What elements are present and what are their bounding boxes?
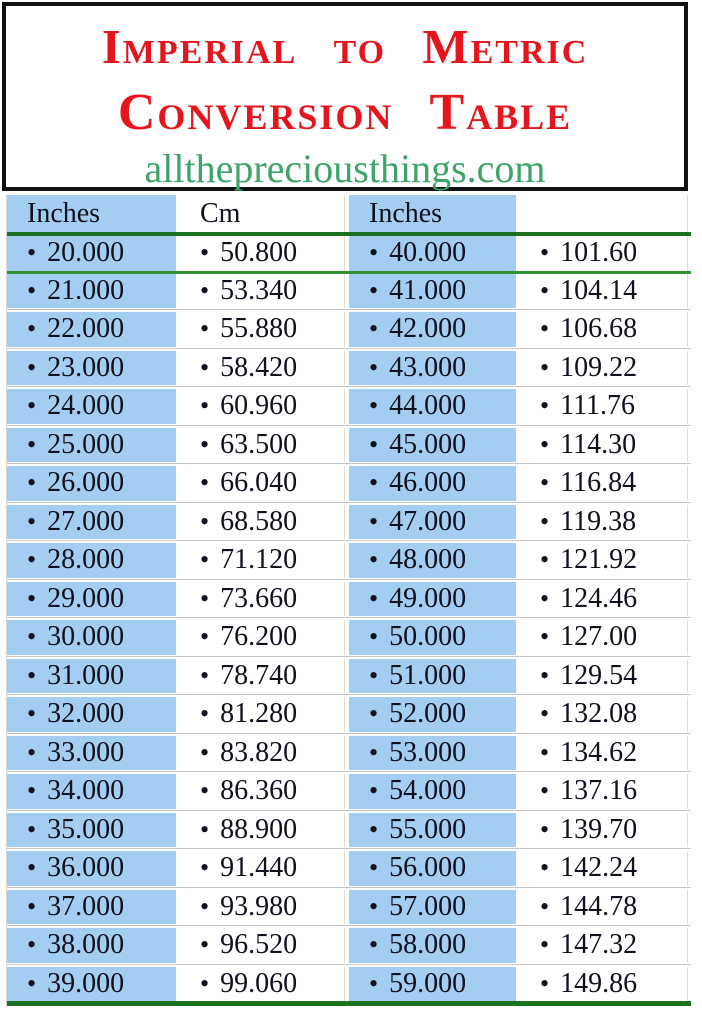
bullet-icon: • [27, 275, 37, 305]
table-cell [180, 582, 345, 617]
cell-value: 40.000 [389, 237, 467, 269]
bullet-icon: • [369, 468, 379, 498]
table-cell [7, 813, 176, 848]
table-row [7, 543, 691, 578]
column-header [7, 195, 176, 232]
bullet-icon: • [200, 468, 210, 498]
cell-value: 42.000 [389, 313, 467, 345]
table-cell [180, 928, 345, 963]
table-cell [520, 543, 688, 578]
bullet-icon: • [27, 391, 37, 421]
bullet-icon: • [200, 814, 210, 844]
table-cell [180, 967, 345, 1002]
table-cell [7, 736, 176, 771]
cell-value: 55.880 [220, 313, 298, 345]
table-cell [7, 274, 176, 309]
bullet-icon: • [540, 891, 550, 921]
cell-value: 101.60 [560, 237, 638, 269]
table-row [7, 389, 691, 424]
bullet-icon: • [369, 699, 379, 729]
bullet-icon: • [27, 622, 37, 652]
table-cell [520, 967, 688, 1002]
bullet-icon: • [200, 930, 210, 960]
bullet-icon: • [369, 660, 379, 690]
bullet-icon: • [540, 737, 550, 767]
cell-value: 56.000 [389, 852, 467, 884]
cell-value: 32.000 [47, 698, 125, 730]
cell-value: 27.000 [47, 505, 125, 537]
cell-value: 35.000 [47, 813, 125, 845]
cell-value: 60.960 [220, 390, 298, 422]
table-cell [180, 890, 345, 925]
bullet-icon: • [369, 314, 379, 344]
bullet-icon: • [540, 429, 550, 459]
table-row [7, 351, 691, 386]
bullet-icon: • [369, 968, 379, 998]
bullet-icon: • [540, 699, 550, 729]
cell-value: 21.000 [47, 274, 125, 306]
cell-value: 71.120 [220, 544, 298, 576]
table-cell [349, 890, 516, 925]
bullet-icon: • [369, 891, 379, 921]
table-bottom-line [7, 1001, 691, 1006]
cell-value: 58.000 [389, 929, 467, 961]
cell-value: 34.000 [47, 775, 125, 807]
cell-value: 139.70 [560, 813, 638, 845]
table-cell [349, 736, 516, 771]
bullet-icon: • [540, 660, 550, 690]
cell-value: 68.580 [220, 505, 298, 537]
table-cell [520, 928, 688, 963]
bullet-icon: • [27, 968, 37, 998]
table-cell [7, 582, 176, 617]
cell-value: 127.00 [560, 621, 638, 653]
table-cell [349, 582, 516, 617]
cell-value: 28.000 [47, 544, 125, 576]
table-cell [349, 543, 516, 578]
cell-value: 119.38 [560, 505, 637, 537]
bullet-icon: • [369, 737, 379, 767]
table-cell [7, 928, 176, 963]
bullet-icon: • [200, 583, 210, 613]
bullet-icon: • [200, 968, 210, 998]
cell-value: 93.980 [220, 890, 298, 922]
bullet-icon: • [200, 506, 210, 536]
table-header-row [7, 195, 691, 232]
cell-value: 134.62 [560, 736, 638, 768]
table-cell [180, 351, 345, 386]
cell-value: 91.440 [220, 852, 298, 884]
cell-value: 99.060 [220, 967, 298, 999]
table-cell [7, 967, 176, 1002]
bullet-icon: • [369, 429, 379, 459]
table-cell [520, 774, 688, 809]
bullet-icon: • [200, 853, 210, 883]
bullet-icon: • [27, 314, 37, 344]
bullet-icon: • [369, 814, 379, 844]
column-header [180, 195, 345, 232]
table-cell [7, 312, 176, 347]
cell-value: 109.22 [560, 351, 638, 383]
table-cell [349, 967, 516, 1002]
table-cell [180, 697, 345, 732]
bullet-icon: • [540, 314, 550, 344]
table-row [7, 466, 691, 501]
cell-value: 144.78 [560, 890, 638, 922]
cell-value: 26.000 [47, 467, 125, 499]
cell-value: 30.000 [47, 621, 125, 653]
bullet-icon: • [369, 622, 379, 652]
bullet-icon: • [27, 429, 37, 459]
bullet-icon: • [200, 429, 210, 459]
table-cell [7, 389, 176, 424]
bullet-icon: • [369, 545, 379, 575]
table-row [7, 851, 691, 886]
table-row [7, 428, 691, 463]
bullet-icon: • [200, 622, 210, 652]
table-cell [520, 620, 688, 655]
column-header [349, 195, 516, 232]
bullet-icon: • [27, 583, 37, 613]
cell-value: 53.340 [220, 274, 298, 306]
cell-value: 38.000 [47, 929, 125, 961]
cell-value: 43.000 [389, 351, 467, 383]
table-cell [349, 774, 516, 809]
bullet-icon: • [540, 776, 550, 806]
table-cell [349, 813, 516, 848]
cell-value: 76.200 [220, 621, 298, 653]
table-row [7, 967, 691, 1002]
cell-value: 23.000 [47, 351, 125, 383]
table-cell [7, 659, 176, 694]
bullet-icon: • [27, 891, 37, 921]
bullet-icon: • [200, 352, 210, 382]
table-row [7, 312, 691, 347]
table-row [7, 274, 691, 309]
cell-value: 55.000 [389, 813, 467, 845]
table-cell [520, 274, 688, 309]
bullet-icon: • [540, 814, 550, 844]
bullet-icon: • [200, 545, 210, 575]
table-cell [520, 428, 688, 463]
table-cell [349, 928, 516, 963]
bullet-icon: • [369, 391, 379, 421]
cell-value: 106.68 [560, 313, 638, 345]
cell-value: 50.000 [389, 621, 467, 653]
bullet-icon: • [27, 352, 37, 382]
bullet-icon: • [27, 506, 37, 536]
bullet-icon: • [369, 238, 379, 268]
table-cell [520, 890, 688, 925]
table-cell [349, 851, 516, 886]
table-cell [7, 466, 176, 501]
table-cell [520, 351, 688, 386]
table-cell [180, 236, 345, 271]
bullet-icon: • [540, 930, 550, 960]
bullet-icon: • [200, 660, 210, 690]
bullet-icon: • [540, 968, 550, 998]
table-cell [180, 428, 345, 463]
bullet-icon: • [200, 737, 210, 767]
cell-value: 50.800 [220, 237, 298, 269]
table-row [7, 813, 691, 848]
table-cell [180, 389, 345, 424]
table-cell [349, 466, 516, 501]
bullet-icon: • [200, 891, 210, 921]
column-header-label: Cm [200, 197, 241, 229]
bullet-icon: • [27, 853, 37, 883]
bullet-icon: • [27, 545, 37, 575]
bullet-icon: • [540, 506, 550, 536]
table-cell [520, 851, 688, 886]
cell-value: 88.900 [220, 813, 298, 845]
table-row [7, 659, 691, 694]
table-cell [180, 466, 345, 501]
bullet-icon: • [540, 352, 550, 382]
table-row [7, 582, 691, 617]
cell-value: 41.000 [389, 274, 467, 306]
table-row [7, 928, 691, 963]
cell-value: 63.500 [220, 428, 298, 460]
table-cell [349, 312, 516, 347]
cell-value: 78.740 [220, 659, 298, 691]
cell-value: 73.660 [220, 582, 298, 614]
table-cell [180, 312, 345, 347]
bullet-icon: • [27, 737, 37, 767]
bullet-icon: • [540, 275, 550, 305]
table-cell [7, 236, 176, 271]
table-cell [349, 274, 516, 309]
table-row [7, 697, 691, 732]
table-row [7, 890, 691, 925]
bullet-icon: • [200, 275, 210, 305]
bullet-icon: • [369, 583, 379, 613]
bullet-icon: • [540, 583, 550, 613]
table-cell [7, 620, 176, 655]
cell-value: 116.84 [560, 467, 637, 499]
table-cell [180, 274, 345, 309]
table-cell [180, 851, 345, 886]
table-cell [520, 659, 688, 694]
cell-value: 53.000 [389, 736, 467, 768]
bullet-icon: • [27, 814, 37, 844]
cell-value: 47.000 [389, 505, 467, 537]
cell-value: 124.46 [560, 582, 638, 614]
cell-value: 137.16 [560, 775, 638, 807]
cell-value: 20.000 [47, 237, 125, 269]
cell-value: 52.000 [389, 698, 467, 730]
table-cell [349, 659, 516, 694]
bullet-icon: • [27, 699, 37, 729]
bullet-icon: • [27, 468, 37, 498]
cell-value: 114.30 [560, 428, 637, 460]
cell-value: 129.54 [560, 659, 638, 691]
table-cell [520, 736, 688, 771]
cell-value: 29.000 [47, 582, 125, 614]
page-title-line1: Imperial to Metric [101, 19, 589, 74]
bullet-icon: • [200, 391, 210, 421]
table-cell [180, 813, 345, 848]
table-cell [349, 389, 516, 424]
table-cell [520, 697, 688, 732]
table-cell [520, 236, 688, 271]
table-cell [520, 813, 688, 848]
table-cell [7, 851, 176, 886]
table-cell [180, 736, 345, 771]
column-header [520, 195, 688, 232]
cell-value: 58.420 [220, 351, 298, 383]
table-row [7, 505, 691, 540]
column-header-label: Inches [369, 197, 443, 229]
table-cell [180, 620, 345, 655]
cell-value: 66.040 [220, 467, 298, 499]
bullet-icon: • [369, 853, 379, 883]
cell-value: 36.000 [47, 852, 125, 884]
table-cell [349, 428, 516, 463]
header-box [2, 2, 688, 191]
bullet-icon: • [200, 314, 210, 344]
table-cell [7, 505, 176, 540]
table-cell [7, 697, 176, 732]
bullet-icon: • [540, 622, 550, 652]
cell-value: 37.000 [47, 890, 125, 922]
table-cell [520, 389, 688, 424]
bullet-icon: • [200, 238, 210, 268]
bullet-icon: • [540, 391, 550, 421]
conversion-table [6, 195, 691, 1006]
bullet-icon: • [369, 776, 379, 806]
table-row [7, 774, 691, 809]
table-cell [7, 543, 176, 578]
cell-value: 24.000 [47, 390, 125, 422]
table-cell [180, 505, 345, 540]
bullet-icon: • [369, 930, 379, 960]
bullet-icon: • [27, 660, 37, 690]
table-cell [349, 620, 516, 655]
table-row [7, 620, 691, 655]
bullet-icon: • [27, 238, 37, 268]
cell-value: 31.000 [47, 659, 125, 691]
table-cell [180, 543, 345, 578]
cell-value: 142.24 [560, 852, 638, 884]
table-cell [349, 236, 516, 271]
cell-value: 81.280 [220, 698, 298, 730]
cell-value: 39.000 [47, 967, 125, 999]
bullet-icon: • [540, 468, 550, 498]
bullet-icon: • [369, 352, 379, 382]
table-cell [7, 890, 176, 925]
cell-value: 45.000 [389, 428, 467, 460]
table-cell [520, 505, 688, 540]
table-cell [7, 774, 176, 809]
cell-value: 104.14 [560, 274, 638, 306]
website-text: allthepreciousthings.com [144, 146, 546, 191]
page-title-line2: Conversion Table [117, 84, 573, 141]
cell-value: 49.000 [389, 582, 467, 614]
cell-value: 44.000 [389, 390, 467, 422]
table-row [7, 236, 691, 271]
table-cell [520, 582, 688, 617]
cell-value: 46.000 [389, 467, 467, 499]
cell-value: 132.08 [560, 698, 638, 730]
cell-value: 147.32 [560, 929, 638, 961]
table-cell [349, 697, 516, 732]
table-cell [7, 428, 176, 463]
cell-value: 57.000 [389, 890, 467, 922]
table-cell [349, 505, 516, 540]
cell-value: 54.000 [389, 775, 467, 807]
table-cell [180, 659, 345, 694]
cell-value: 22.000 [47, 313, 125, 345]
bullet-icon: • [200, 776, 210, 806]
cell-value: 59.000 [389, 967, 467, 999]
column-header-label: Inches [27, 197, 101, 229]
cell-value: 51.000 [389, 659, 467, 691]
table-cell [520, 466, 688, 501]
bullet-icon: • [200, 699, 210, 729]
table-cell [7, 351, 176, 386]
cell-value: 121.92 [560, 544, 638, 576]
bullet-icon: • [27, 930, 37, 960]
bullet-icon: • [369, 506, 379, 536]
cell-value: 33.000 [47, 736, 125, 768]
table-cell [349, 351, 516, 386]
cell-value: 25.000 [47, 428, 125, 460]
bullet-icon: • [27, 776, 37, 806]
bullet-icon: • [540, 238, 550, 268]
cell-value: 48.000 [389, 544, 467, 576]
cell-value: 86.360 [220, 775, 298, 807]
cell-value: 149.86 [560, 967, 638, 999]
table-cell [520, 312, 688, 347]
table-cell [180, 774, 345, 809]
bullet-icon: • [369, 275, 379, 305]
bullet-icon: • [540, 853, 550, 883]
cell-value: 83.820 [220, 736, 298, 768]
cell-value: 96.520 [220, 929, 298, 961]
bullet-icon: • [540, 545, 550, 575]
table-row [7, 736, 691, 771]
cell-value: 111.76 [560, 390, 636, 422]
